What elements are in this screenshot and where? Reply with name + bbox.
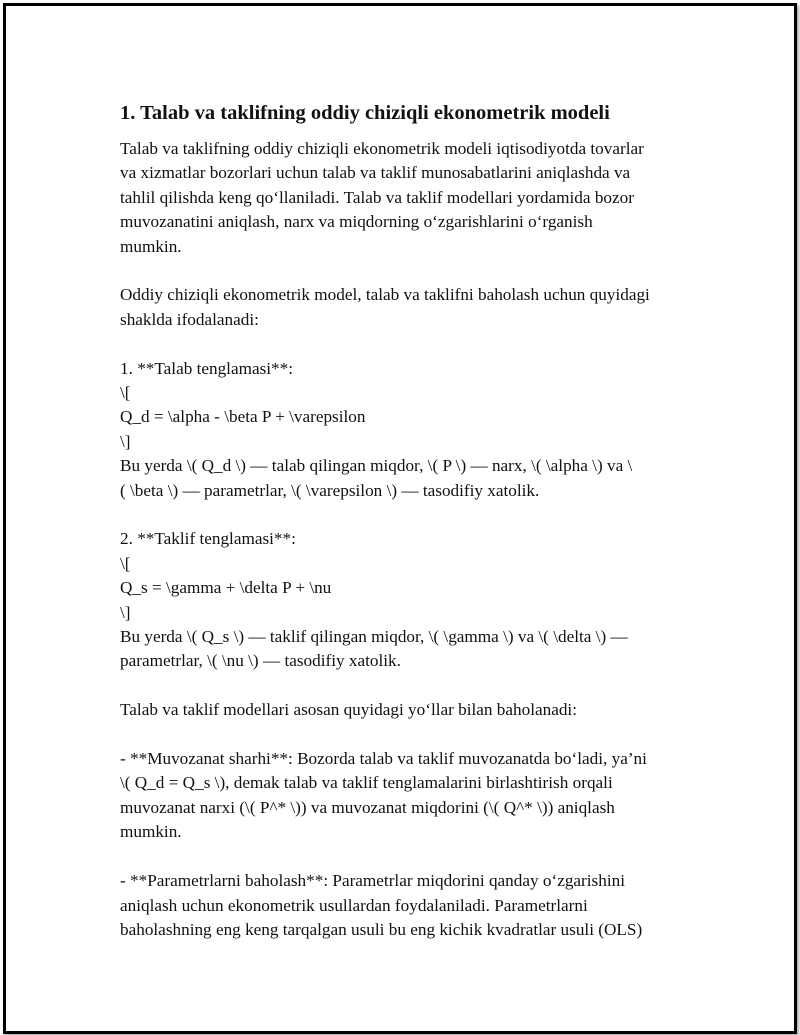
paragraph-gap	[120, 723, 704, 747]
supply-equation-item: 2. **Taklif tenglamasi**: \[ Q_s = \gamma + \delta P + \nu \] Bu yerda \( Q_s \) — taklif qilingan miqdor, \( \gamma \) va \( \delta \) — parametrlar, \( \nu \) — tasodifiy xatolik.	[120, 529, 628, 671]
paragraph-gap	[120, 845, 704, 869]
equilibrium-bullet: - **Muvozanat sharhi**: Bozorda talab va taklif muvozanatda bo‘ladi, ya’ni \( Q_d = Q_s \), demak talab va taklif tenglamalarini birlashtirish orqali muvozanat narxi (\( P^* \)) va muvozanat miqdorini (\( Q^* \)) aniqlash mumkin.	[120, 749, 647, 842]
section-title: 1. Talab va taklifning oddiy chiziqli ekonometrik modeli	[120, 102, 610, 124]
document-body	[120, 100, 704, 942]
page-frame	[3, 3, 797, 1034]
paragraph-gap	[120, 259, 704, 283]
paragraph-gap	[120, 332, 704, 356]
paragraph-gap	[120, 674, 704, 698]
model-form-paragraph: Oddiy chiziqli ekonometrik model, talab va taklifni baholash uchun quyidagi shaklda ifodalanadi:	[120, 285, 650, 329]
paragraph-gap	[120, 503, 704, 527]
parameter-estimation-bullet: - **Parametrlarni baholash**: Parametrlar miqdorini qanday o‘zgarishini aniqlash uchun ekonometrik usullardan foydalaniladi. Parametrlarni baholashning eng keng tarqalgan usuli bu eng kichik kvadratlar usuli (OLS)	[120, 871, 643, 939]
demand-equation-item: 1. **Talab tenglamasi**: \[ Q_d = \alpha - \beta P + \varepsilon \] Bu yerda \( Q_d \) — talab qilingan miqdor, \( P \) — narx, \( \alpha \) va \ ( \beta \) — parametrlar, \( \varepsilon \) — tasodifiy xatolik.	[120, 358, 633, 500]
estimation-intro-paragraph: Talab va taklif modellari asosan quyidagi yo‘llar bilan baholanadi:	[120, 700, 577, 720]
intro-paragraph: Talab va taklifning oddiy chiziqli ekonometrik modeli iqtisodiyotda tovarlar va xizmatlar bozorlari uchun talab va taklif munosabatlarini aniqlashda va tahlil qilishda keng qo‘llaniladi. Talab va taklif modellari yordamida bozor muvozanatini aniqlash, narx va miqdorning o‘zgarishlarini o‘rganish mumkin.	[120, 139, 644, 256]
